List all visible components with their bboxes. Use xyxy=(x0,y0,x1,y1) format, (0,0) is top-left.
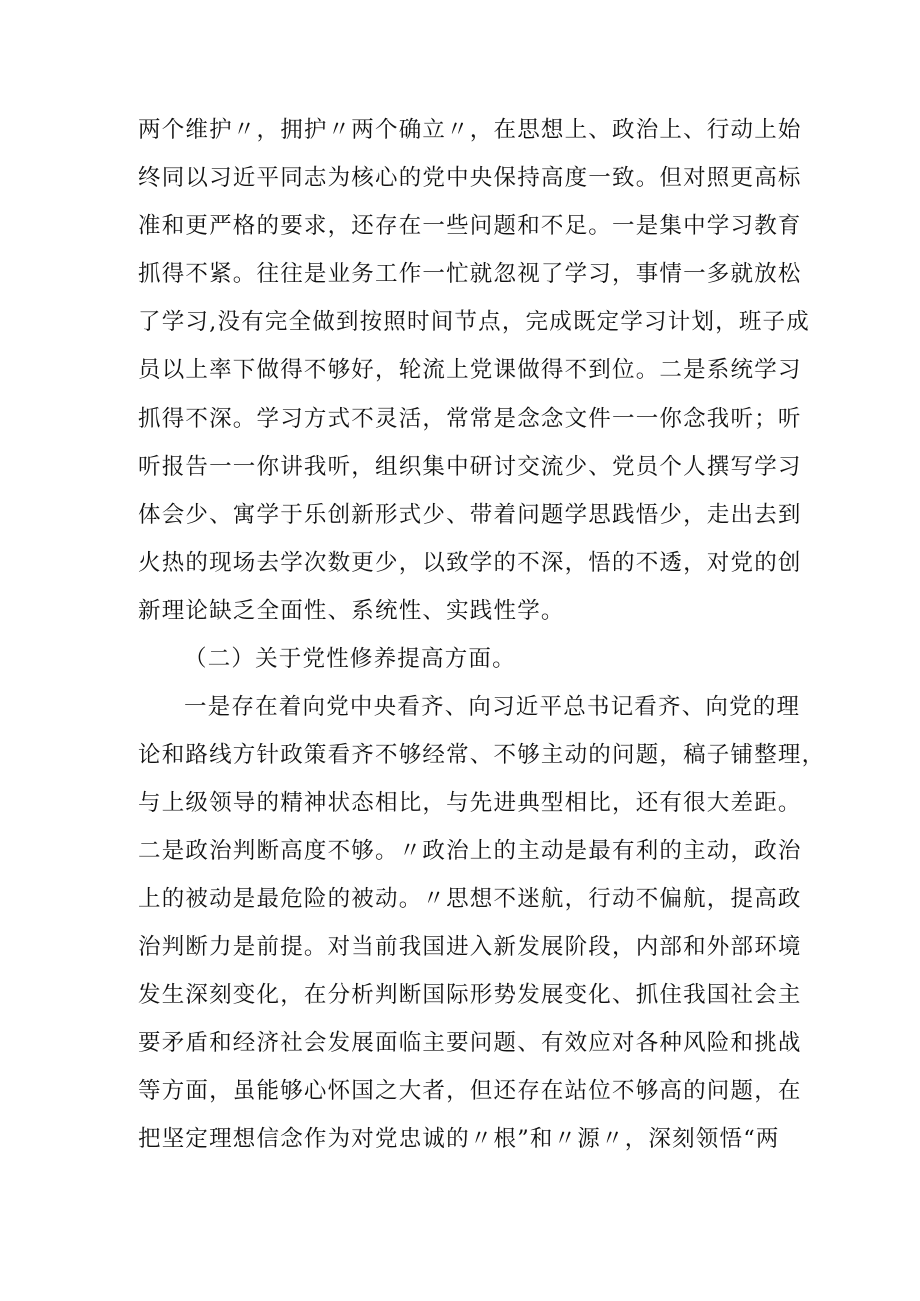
text-line: 准和更严格的要求，还存在一些问题和不足。一是集中学习教育 xyxy=(138,213,802,239)
text-line: 把坚定理想信念作为对党忠诚的〃根”和〃源〃，深刻领悟“两 xyxy=(138,1126,780,1152)
text-line: 二是政治判断高度不够。〃政治上的主动是最有利的主动，政治 xyxy=(138,838,802,864)
text-line: 治判断力是前提。对当前我国进入新发展阶段，内部和外部环境 xyxy=(138,934,802,960)
text-line: 一是存在着向党中央看齐、向习近平总书记看齐、向党的理 xyxy=(184,694,801,720)
section-heading: （二）关于党性修养提高方面。 xyxy=(184,646,516,672)
text-line: 抓得不深。学习方式不灵活，常常是念念文件一一你念我听；听 xyxy=(138,406,802,432)
text-line: 抓得不紧。往往是业务工作一忙就忽视了学习，事情一多就放松 xyxy=(138,261,802,287)
text-line: 员以上率下做得不够好，轮流上党课做得不到位。二是系统学习 xyxy=(138,357,802,383)
text-line: 等方面，虽能够心怀国之大者，但还存在站位不够高的问题，在 xyxy=(138,1078,802,1104)
text-line: 两个维护〃，拥护〃两个确立〃，在思想上、政治上、行动上始 xyxy=(138,117,802,143)
text-line: 听报告一一你讲我听，组织集中研讨交流少、党员个人撰写学习 xyxy=(138,454,802,480)
text-line: 与上级领导的精神状态相比，与先进典型相比，还有很大差距。 xyxy=(138,790,802,816)
text-line: 要矛盾和经济社会发展面临主要问题、有效应对各种风险和挑战 xyxy=(138,1030,802,1056)
text-line: 终同以习近平同志为核心的党中央保持高度一致。但对照更高标 xyxy=(138,165,802,191)
text-line: 了学习,没有完全做到按照时间节点，完成既定学习计划，班子成 xyxy=(138,309,810,335)
text-line: 火热的现场去学次数更少，以致学的不深，悟的不透，对党的创 xyxy=(138,550,802,576)
text-line: 论和路线方针政策看齐不够经常、不够主动的问题，稿子铺整理， xyxy=(138,742,826,768)
text-line: 发生深刻变化，在分析判断国际形势发展变化、抓住我国社会主 xyxy=(138,982,802,1008)
text-line: 新理论缺乏全面性、系统性、实践性学。 xyxy=(138,598,565,624)
text-line: 上的被动是最危险的被动。〃思想不迷航，行动不偏航，提高政 xyxy=(138,886,802,912)
text-line: 体会少、寓学于乐创新形式少、带着问题学思践悟少，走出去到 xyxy=(138,502,802,528)
